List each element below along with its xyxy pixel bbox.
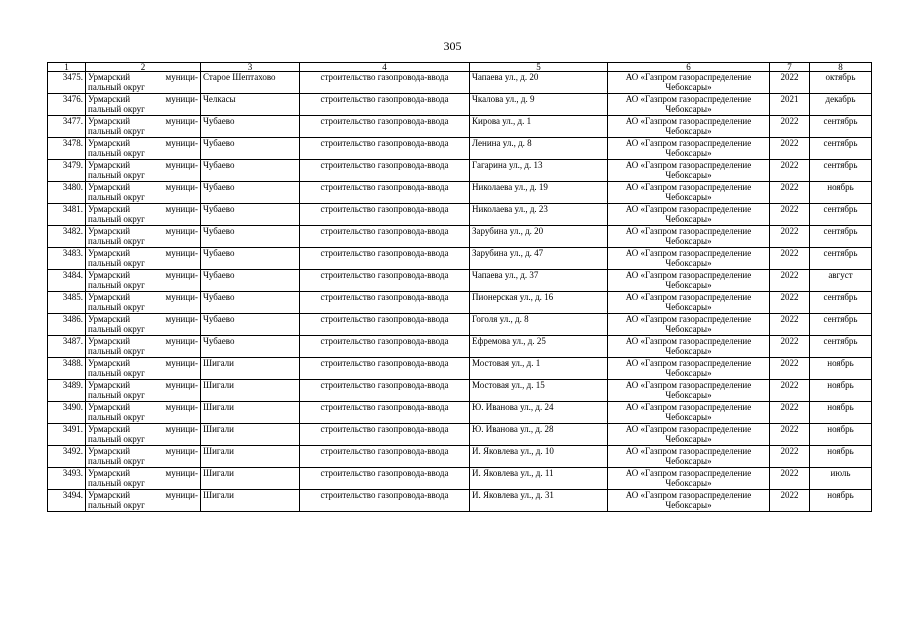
organization-cell [608, 336, 770, 358]
organization-line-2: Чебоксары» [665, 324, 712, 335]
district-line-1: Урмарский муници- [88, 292, 198, 302]
organization-line-1: АО «Газпром газораспределение [625, 358, 752, 368]
organization-line-1: АО «Газпром газораспределение [625, 226, 752, 236]
organization-line-2: Чебоксары» [665, 412, 712, 423]
work-type-cell: строительство газопровода-ввода [300, 490, 470, 512]
address-cell: Гагарина ул., д. 13 [470, 160, 608, 182]
organization-line-1: АО «Газпром газораспределение [625, 182, 752, 192]
work-type-cell: строительство газопровода-ввода [300, 468, 470, 490]
organization-line-1: АО «Газпром газораспределение [625, 94, 752, 104]
row-number: 3481. [48, 204, 86, 226]
organization-line-2: Чебоксары» [665, 214, 712, 225]
organization-cell [608, 248, 770, 270]
row-number: 3493. [48, 468, 86, 490]
district-cell [86, 226, 201, 248]
table-row [48, 468, 872, 490]
settlement-cell: Чубаево [201, 248, 300, 270]
work-type-cell: строительство газопровода-ввода [300, 138, 470, 160]
organization-line-2: Чебоксары» [665, 302, 712, 313]
row-number: 3482. [48, 226, 86, 248]
district-line-1: Урмарский муници- [88, 72, 198, 82]
district-line-1: Урмарский муници- [88, 336, 198, 346]
district-cell [86, 160, 201, 182]
district-line-2: пальный округ [88, 434, 145, 445]
organization-cell [608, 490, 770, 512]
organization-cell [608, 160, 770, 182]
row-number: 3486. [48, 314, 86, 336]
table-row [48, 380, 872, 402]
organization-line-1: АО «Газпром газораспределение [625, 116, 752, 126]
year-cell: 2022 [770, 358, 810, 380]
table-row [48, 138, 872, 160]
table-row [48, 292, 872, 314]
organization-line-2: Чебоксары» [665, 258, 712, 269]
district-line-2: пальный округ [88, 368, 145, 379]
address-cell: Мостовая ул., д. 1 [470, 358, 608, 380]
year-cell: 2022 [770, 292, 810, 314]
organization-cell [608, 116, 770, 138]
district-line-1: Урмарский муници- [88, 116, 198, 126]
table-row [48, 182, 872, 204]
month-cell: октябрь [810, 72, 872, 94]
address-cell: И. Яковлева ул., д. 11 [470, 468, 608, 490]
row-number: 3477. [48, 116, 86, 138]
month-cell: ноябрь [810, 490, 872, 512]
row-number: 3485. [48, 292, 86, 314]
organization-line-1: АО «Газпром газораспределение [625, 402, 752, 412]
month-cell: август [810, 270, 872, 292]
year-cell: 2022 [770, 248, 810, 270]
year-cell: 2022 [770, 446, 810, 468]
district-line-2: пальный округ [88, 302, 145, 313]
organization-line-1: АО «Газпром газораспределение [625, 446, 752, 456]
organization-line-1: АО «Газпром газораспределение [625, 204, 752, 214]
month-cell: ноябрь [810, 358, 872, 380]
work-type-cell: строительство газопровода-ввода [300, 336, 470, 358]
address-cell: Ленина ул., д. 8 [470, 138, 608, 160]
year-cell: 2022 [770, 226, 810, 248]
organization-cell [608, 402, 770, 424]
month-cell: ноябрь [810, 380, 872, 402]
organization-cell [608, 424, 770, 446]
address-cell: Пионерская ул., д. 16 [470, 292, 608, 314]
district-cell [86, 402, 201, 424]
district-cell [86, 424, 201, 446]
district-line-1: Урмарский муници- [88, 358, 198, 368]
column-header-8: 8 [810, 63, 872, 72]
work-type-cell: строительство газопровода-ввода [300, 292, 470, 314]
row-number: 3487. [48, 336, 86, 358]
year-cell: 2022 [770, 160, 810, 182]
district-line-1: Урмарский муници- [88, 314, 198, 324]
settlement-cell: Чубаево [201, 336, 300, 358]
row-number: 3492. [48, 446, 86, 468]
organization-line-2: Чебоксары» [665, 500, 712, 511]
table-row [48, 248, 872, 270]
work-type-cell: строительство газопровода-ввода [300, 72, 470, 94]
table-row [48, 424, 872, 446]
row-number: 3484. [48, 270, 86, 292]
month-cell: сентябрь [810, 314, 872, 336]
year-cell: 2022 [770, 468, 810, 490]
year-cell: 2022 [770, 270, 810, 292]
month-cell: сентябрь [810, 292, 872, 314]
column-header-6: 6 [608, 63, 770, 72]
organization-line-1: АО «Газпром газораспределение [625, 270, 752, 280]
gas-connection-table [47, 62, 872, 512]
district-cell [86, 204, 201, 226]
settlement-cell: Старое Шептахово [201, 72, 300, 94]
address-cell: И. Яковлева ул., д. 31 [470, 490, 608, 512]
settlement-cell: Челкасы [201, 94, 300, 116]
address-cell: Николаева ул., д. 23 [470, 204, 608, 226]
settlement-cell: Шигали [201, 424, 300, 446]
settlement-cell: Чубаево [201, 226, 300, 248]
organization-cell [608, 358, 770, 380]
page-number: 305 [443, 39, 462, 53]
organization-line-1: АО «Газпром газораспределение [625, 72, 752, 82]
table-row [48, 402, 872, 424]
organization-line-2: Чебоксары» [665, 368, 712, 379]
district-line-2: пальный округ [88, 104, 145, 115]
organization-line-2: Чебоксары» [665, 478, 712, 489]
table-row [48, 94, 872, 116]
district-line-1: Урмарский муници- [88, 204, 198, 214]
organization-line-2: Чебоксары» [665, 280, 712, 291]
settlement-cell: Шигали [201, 468, 300, 490]
month-cell: декабрь [810, 94, 872, 116]
organization-line-1: АО «Газпром газораспределение [625, 314, 752, 324]
district-line-2: пальный округ [88, 214, 145, 225]
work-type-cell: строительство газопровода-ввода [300, 424, 470, 446]
district-cell [86, 270, 201, 292]
work-type-cell: строительство газопровода-ввода [300, 204, 470, 226]
table-row [48, 72, 872, 94]
work-type-cell: строительство газопровода-ввода [300, 248, 470, 270]
organization-line-1: АО «Газпром газораспределение [625, 138, 752, 148]
district-line-2: пальный округ [88, 280, 145, 291]
year-cell: 2022 [770, 116, 810, 138]
month-cell: ноябрь [810, 446, 872, 468]
address-cell: Чапаева ул., д. 37 [470, 270, 608, 292]
table-row [48, 270, 872, 292]
organization-cell [608, 468, 770, 490]
organization-line-2: Чебоксары» [665, 192, 712, 203]
work-type-cell: строительство газопровода-ввода [300, 182, 470, 204]
row-number: 3476. [48, 94, 86, 116]
organization-line-2: Чебоксары» [665, 390, 712, 401]
district-cell [86, 138, 201, 160]
district-line-2: пальный округ [88, 82, 145, 93]
row-number: 3490. [48, 402, 86, 424]
month-cell: сентябрь [810, 336, 872, 358]
table-body [48, 72, 872, 512]
row-number: 3480. [48, 182, 86, 204]
organization-line-1: АО «Газпром газораспределение [625, 248, 752, 258]
settlement-cell: Чубаево [201, 270, 300, 292]
organization-line-1: АО «Газпром газораспределение [625, 424, 752, 434]
table-row [48, 446, 872, 468]
organization-line-2: Чебоксары» [665, 456, 712, 467]
settlement-cell: Чубаево [201, 182, 300, 204]
district-cell [86, 336, 201, 358]
year-cell: 2022 [770, 336, 810, 358]
district-cell [86, 72, 201, 94]
year-cell: 2022 [770, 402, 810, 424]
column-header-3: 3 [201, 63, 300, 72]
organization-cell [608, 292, 770, 314]
work-type-cell: строительство газопровода-ввода [300, 402, 470, 424]
organization-line-1: АО «Газпром газораспределение [625, 490, 752, 500]
district-cell [86, 94, 201, 116]
settlement-cell: Шигали [201, 402, 300, 424]
table-row [48, 358, 872, 380]
table-row [48, 204, 872, 226]
address-cell: Ю. Иванова ул., д. 24 [470, 402, 608, 424]
work-type-cell: строительство газопровода-ввода [300, 94, 470, 116]
settlement-cell: Чубаево [201, 314, 300, 336]
column-header-4: 4 [300, 63, 470, 72]
year-cell: 2021 [770, 94, 810, 116]
district-line-1: Урмарский муници- [88, 248, 198, 258]
organization-cell [608, 270, 770, 292]
row-number: 3494. [48, 490, 86, 512]
organization-line-2: Чебоксары» [665, 434, 712, 445]
organization-cell [608, 94, 770, 116]
settlement-cell: Чубаево [201, 204, 300, 226]
address-cell: Чкалова ул., д. 9 [470, 94, 608, 116]
table-row [48, 116, 872, 138]
address-cell: Чапаева ул., д. 20 [470, 72, 608, 94]
district-line-2: пальный округ [88, 170, 145, 181]
settlement-cell: Шигали [201, 358, 300, 380]
district-line-1: Урмарский муници- [88, 446, 198, 456]
district-line-2: пальный округ [88, 192, 145, 203]
column-header-7: 7 [770, 63, 810, 72]
month-cell: сентябрь [810, 116, 872, 138]
work-type-cell: строительство газопровода-ввода [300, 226, 470, 248]
table-row [48, 490, 872, 512]
row-number: 3488. [48, 358, 86, 380]
address-cell: Ю. Иванова ул., д. 28 [470, 424, 608, 446]
settlement-cell: Чубаево [201, 160, 300, 182]
month-cell: сентябрь [810, 226, 872, 248]
work-type-cell: строительство газопровода-ввода [300, 380, 470, 402]
column-header-2: 2 [86, 63, 201, 72]
district-line-1: Урмарский муници- [88, 490, 198, 500]
organization-line-2: Чебоксары» [665, 236, 712, 247]
district-cell [86, 248, 201, 270]
organization-cell [608, 138, 770, 160]
organization-line-1: АО «Газпром газораспределение [625, 336, 752, 346]
district-cell [86, 490, 201, 512]
district-cell [86, 380, 201, 402]
month-cell: ноябрь [810, 424, 872, 446]
work-type-cell: строительство газопровода-ввода [300, 446, 470, 468]
organization-cell [608, 182, 770, 204]
organization-cell [608, 72, 770, 94]
organization-line-2: Чебоксары» [665, 126, 712, 137]
work-type-cell: строительство газопровода-ввода [300, 314, 470, 336]
year-cell: 2022 [770, 314, 810, 336]
year-cell: 2022 [770, 424, 810, 446]
district-line-2: пальный округ [88, 324, 145, 335]
district-line-1: Урмарский муници- [88, 160, 198, 170]
month-cell: ноябрь [810, 402, 872, 424]
address-cell: Гоголя ул., д. 8 [470, 314, 608, 336]
address-cell: Николаева ул., д. 19 [470, 182, 608, 204]
settlement-cell: Шигали [201, 490, 300, 512]
organization-line-2: Чебоксары» [665, 104, 712, 115]
work-type-cell: строительство газопровода-ввода [300, 270, 470, 292]
row-number: 3475. [48, 72, 86, 94]
district-line-2: пальный округ [88, 346, 145, 357]
work-type-cell: строительство газопровода-ввода [300, 116, 470, 138]
district-line-2: пальный округ [88, 456, 145, 467]
address-cell: Мостовая ул., д. 15 [470, 380, 608, 402]
district-line-2: пальный округ [88, 258, 145, 269]
address-cell: Зарубина ул., д. 20 [470, 226, 608, 248]
district-line-2: пальный округ [88, 412, 145, 423]
table-header-row [48, 63, 872, 72]
year-cell: 2022 [770, 204, 810, 226]
year-cell: 2022 [770, 182, 810, 204]
organization-line-1: АО «Газпром газораспределение [625, 380, 752, 390]
month-cell: сентябрь [810, 204, 872, 226]
settlement-cell: Шигали [201, 380, 300, 402]
district-cell [86, 358, 201, 380]
month-cell: ноябрь [810, 182, 872, 204]
settlement-cell: Чубаево [201, 292, 300, 314]
district-line-1: Урмарский муници- [88, 270, 198, 280]
district-line-1: Урмарский муници- [88, 424, 198, 434]
address-cell: Зарубина ул., д. 47 [470, 248, 608, 270]
year-cell: 2022 [770, 72, 810, 94]
row-number: 3491. [48, 424, 86, 446]
district-line-1: Урмарский муници- [88, 402, 198, 412]
district-line-2: пальный округ [88, 390, 145, 401]
column-header-1: 1 [48, 63, 86, 72]
month-cell: июль [810, 468, 872, 490]
district-line-1: Урмарский муници- [88, 226, 198, 236]
month-cell: сентябрь [810, 138, 872, 160]
organization-cell [608, 204, 770, 226]
district-line-1: Урмарский муници- [88, 138, 198, 148]
year-cell: 2022 [770, 380, 810, 402]
district-cell [86, 314, 201, 336]
address-cell: И. Яковлева ул., д. 10 [470, 446, 608, 468]
row-number: 3478. [48, 138, 86, 160]
organization-cell [608, 446, 770, 468]
table-row [48, 160, 872, 182]
table-row [48, 314, 872, 336]
settlement-cell: Чубаево [201, 138, 300, 160]
month-cell: сентябрь [810, 248, 872, 270]
district-line-2: пальный округ [88, 478, 145, 489]
organization-line-1: АО «Газпром газораспределение [625, 468, 752, 478]
organization-line-2: Чебоксары» [665, 148, 712, 159]
district-cell [86, 116, 201, 138]
district-cell [86, 468, 201, 490]
row-number: 3489. [48, 380, 86, 402]
district-line-1: Урмарский муници- [88, 182, 198, 192]
month-cell: сентябрь [810, 160, 872, 182]
district-line-2: пальный округ [88, 236, 145, 247]
year-cell: 2022 [770, 490, 810, 512]
work-type-cell: строительство газопровода-ввода [300, 358, 470, 380]
district-line-1: Урмарский муници- [88, 468, 198, 478]
district-cell [86, 446, 201, 468]
organization-cell [608, 314, 770, 336]
district-line-1: Урмарский муници- [88, 380, 198, 390]
settlement-cell: Шигали [201, 446, 300, 468]
organization-line-2: Чебоксары» [665, 346, 712, 357]
organization-line-2: Чебоксары» [665, 170, 712, 181]
organization-line-1: АО «Газпром газораспределение [625, 292, 752, 302]
address-cell: Ефремова ул., д. 25 [470, 336, 608, 358]
district-line-2: пальный округ [88, 126, 145, 137]
district-line-1: Урмарский муници- [88, 94, 198, 104]
row-number: 3479. [48, 160, 86, 182]
year-cell: 2022 [770, 138, 810, 160]
district-line-2: пальный округ [88, 148, 145, 159]
organization-cell [608, 226, 770, 248]
district-cell [86, 182, 201, 204]
organization-cell [608, 380, 770, 402]
organization-line-1: АО «Газпром газораспределение [625, 160, 752, 170]
settlement-cell: Чубаево [201, 116, 300, 138]
table-row [48, 226, 872, 248]
row-number: 3483. [48, 248, 86, 270]
district-cell [86, 292, 201, 314]
organization-line-2: Чебоксары» [665, 82, 712, 93]
table-row [48, 336, 872, 358]
address-cell: Кирова ул., д. 1 [470, 116, 608, 138]
district-line-2: пальный округ [88, 500, 145, 511]
column-header-5: 5 [470, 63, 608, 72]
work-type-cell: строительство газопровода-ввода [300, 160, 470, 182]
